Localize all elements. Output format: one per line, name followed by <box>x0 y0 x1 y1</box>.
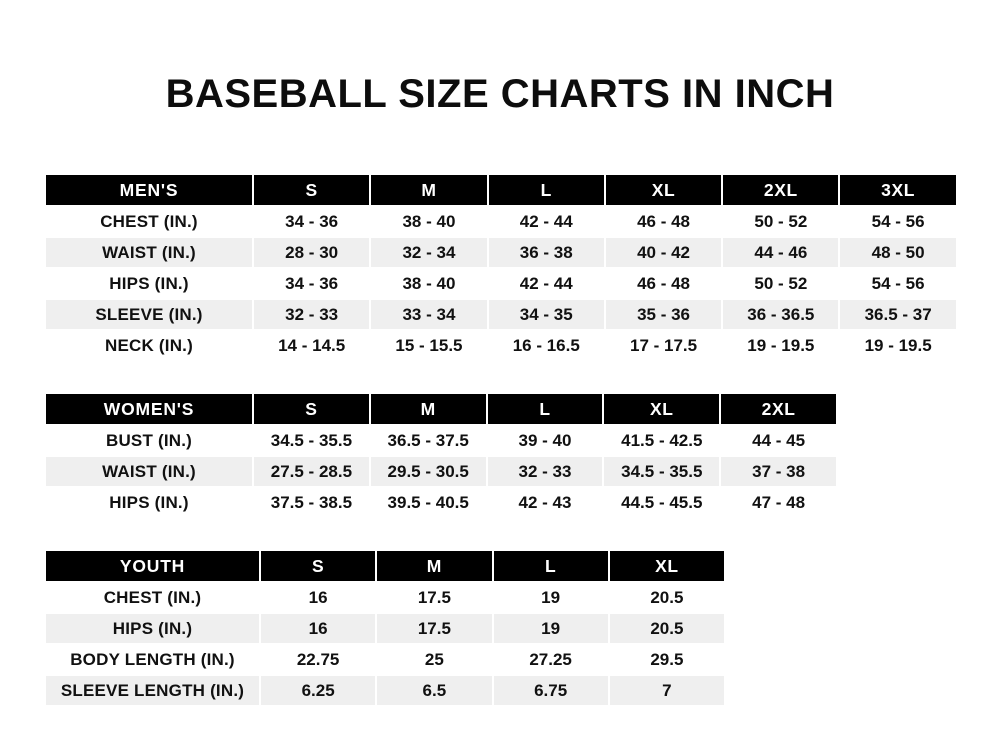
cell: 42 - 43 <box>487 487 604 518</box>
mens-header-s: S <box>253 174 370 206</box>
table-row <box>45 582 725 613</box>
cell: 14 - 14.5 <box>253 330 370 361</box>
cell: 34 - 35 <box>488 299 605 330</box>
cell: 32 - 33 <box>253 299 370 330</box>
row-label: SLEEVE (IN.) <box>45 299 253 330</box>
cell: 34 - 36 <box>253 268 370 299</box>
womens-header-xl: XL <box>603 393 720 425</box>
row-label: WAIST (IN.) <box>45 237 253 268</box>
womens-header-2xl: 2XL <box>720 393 837 425</box>
cell: 6.5 <box>376 675 492 706</box>
cell: 19 <box>493 613 609 644</box>
cell: 17 - 17.5 <box>605 330 722 361</box>
cell: 42 - 44 <box>488 206 605 237</box>
table-header-row <box>45 393 837 425</box>
youth-size-table <box>44 549 726 707</box>
page-title: BASEBALL SIZE CHARTS IN INCH <box>165 72 835 116</box>
youth-header-l: L <box>493 550 609 582</box>
cell: 39 - 40 <box>487 425 604 456</box>
cell: 28 - 30 <box>253 237 370 268</box>
cell: 36.5 - 37 <box>839 299 956 330</box>
cell: 41.5 - 42.5 <box>603 425 720 456</box>
row-label: CHEST (IN.) <box>45 206 253 237</box>
cell: 38 - 40 <box>370 206 487 237</box>
cell: 48 - 50 <box>839 237 956 268</box>
table-row <box>45 456 837 487</box>
cell: 27.5 - 28.5 <box>253 456 370 487</box>
youth-header-category: YOUTH <box>45 550 260 582</box>
cell: 34.5 - 35.5 <box>603 456 720 487</box>
cell: 50 - 52 <box>722 268 839 299</box>
cell: 47 - 48 <box>720 487 837 518</box>
cell: 6.25 <box>260 675 376 706</box>
cell: 15 - 15.5 <box>370 330 487 361</box>
cell: 17.5 <box>376 582 492 613</box>
cell: 17.5 <box>376 613 492 644</box>
table-row <box>45 644 725 675</box>
row-label: NECK (IN.) <box>45 330 253 361</box>
cell: 50 - 52 <box>722 206 839 237</box>
table-row <box>45 675 725 706</box>
cell: 25 <box>376 644 492 675</box>
mens-header-l: L <box>488 174 605 206</box>
row-label: HIPS (IN.) <box>45 613 260 644</box>
cell: 36.5 - 37.5 <box>370 425 487 456</box>
womens-header-m: M <box>370 393 487 425</box>
cell: 19 - 19.5 <box>722 330 839 361</box>
mens-size-table <box>44 173 958 362</box>
cell: 33 - 34 <box>370 299 487 330</box>
table-row <box>45 299 957 330</box>
cell: 46 - 48 <box>605 268 722 299</box>
table-header-row <box>45 550 725 582</box>
table-row <box>45 330 957 361</box>
youth-header-m: M <box>376 550 492 582</box>
cell: 42 - 44 <box>488 268 605 299</box>
cell: 44 - 45 <box>720 425 837 456</box>
womens-size-table <box>44 392 838 519</box>
cell: 16 <box>260 582 376 613</box>
table-row <box>45 268 957 299</box>
cell: 20.5 <box>609 582 725 613</box>
cell: 19 <box>493 582 609 613</box>
cell: 29.5 <box>609 644 725 675</box>
cell: 36 - 36.5 <box>722 299 839 330</box>
row-label: SLEEVE LENGTH (IN.) <box>45 675 260 706</box>
cell: 46 - 48 <box>605 206 722 237</box>
cell: 54 - 56 <box>839 206 956 237</box>
cell: 38 - 40 <box>370 268 487 299</box>
womens-header-l: L <box>487 393 604 425</box>
mens-header-xl: XL <box>605 174 722 206</box>
row-label: HIPS (IN.) <box>45 487 253 518</box>
youth-header-xl: XL <box>609 550 725 582</box>
cell: 44.5 - 45.5 <box>603 487 720 518</box>
cell: 7 <box>609 675 725 706</box>
table-header-row <box>45 174 957 206</box>
row-label: BUST (IN.) <box>45 425 253 456</box>
cell: 29.5 - 30.5 <box>370 456 487 487</box>
cell: 37.5 - 38.5 <box>253 487 370 518</box>
cell: 20.5 <box>609 613 725 644</box>
cell: 32 - 33 <box>487 456 604 487</box>
row-label: BODY LENGTH (IN.) <box>45 644 260 675</box>
cell: 54 - 56 <box>839 268 956 299</box>
cell: 37 - 38 <box>720 456 837 487</box>
table-row <box>45 425 837 456</box>
cell: 34.5 - 35.5 <box>253 425 370 456</box>
table-row <box>45 206 957 237</box>
womens-header-category: WOMEN'S <box>45 393 253 425</box>
cell: 27.25 <box>493 644 609 675</box>
tables-container <box>0 173 1000 707</box>
cell: 35 - 36 <box>605 299 722 330</box>
mens-header-m: M <box>370 174 487 206</box>
cell: 16 <box>260 613 376 644</box>
cell: 32 - 34 <box>370 237 487 268</box>
row-label: HIPS (IN.) <box>45 268 253 299</box>
row-label: CHEST (IN.) <box>45 582 260 613</box>
cell: 36 - 38 <box>488 237 605 268</box>
mens-header-category: MEN'S <box>45 174 253 206</box>
table-row <box>45 613 725 644</box>
womens-header-s: S <box>253 393 370 425</box>
cell: 16 - 16.5 <box>488 330 605 361</box>
table-row <box>45 487 837 518</box>
cell: 40 - 42 <box>605 237 722 268</box>
mens-header-3xl: 3XL <box>839 174 956 206</box>
table-row <box>45 237 957 268</box>
cell: 6.75 <box>493 675 609 706</box>
youth-header-s: S <box>260 550 376 582</box>
cell: 39.5 - 40.5 <box>370 487 487 518</box>
cell: 19 - 19.5 <box>839 330 956 361</box>
cell: 44 - 46 <box>722 237 839 268</box>
cell: 34 - 36 <box>253 206 370 237</box>
row-label: WAIST (IN.) <box>45 456 253 487</box>
cell: 22.75 <box>260 644 376 675</box>
mens-header-2xl: 2XL <box>722 174 839 206</box>
